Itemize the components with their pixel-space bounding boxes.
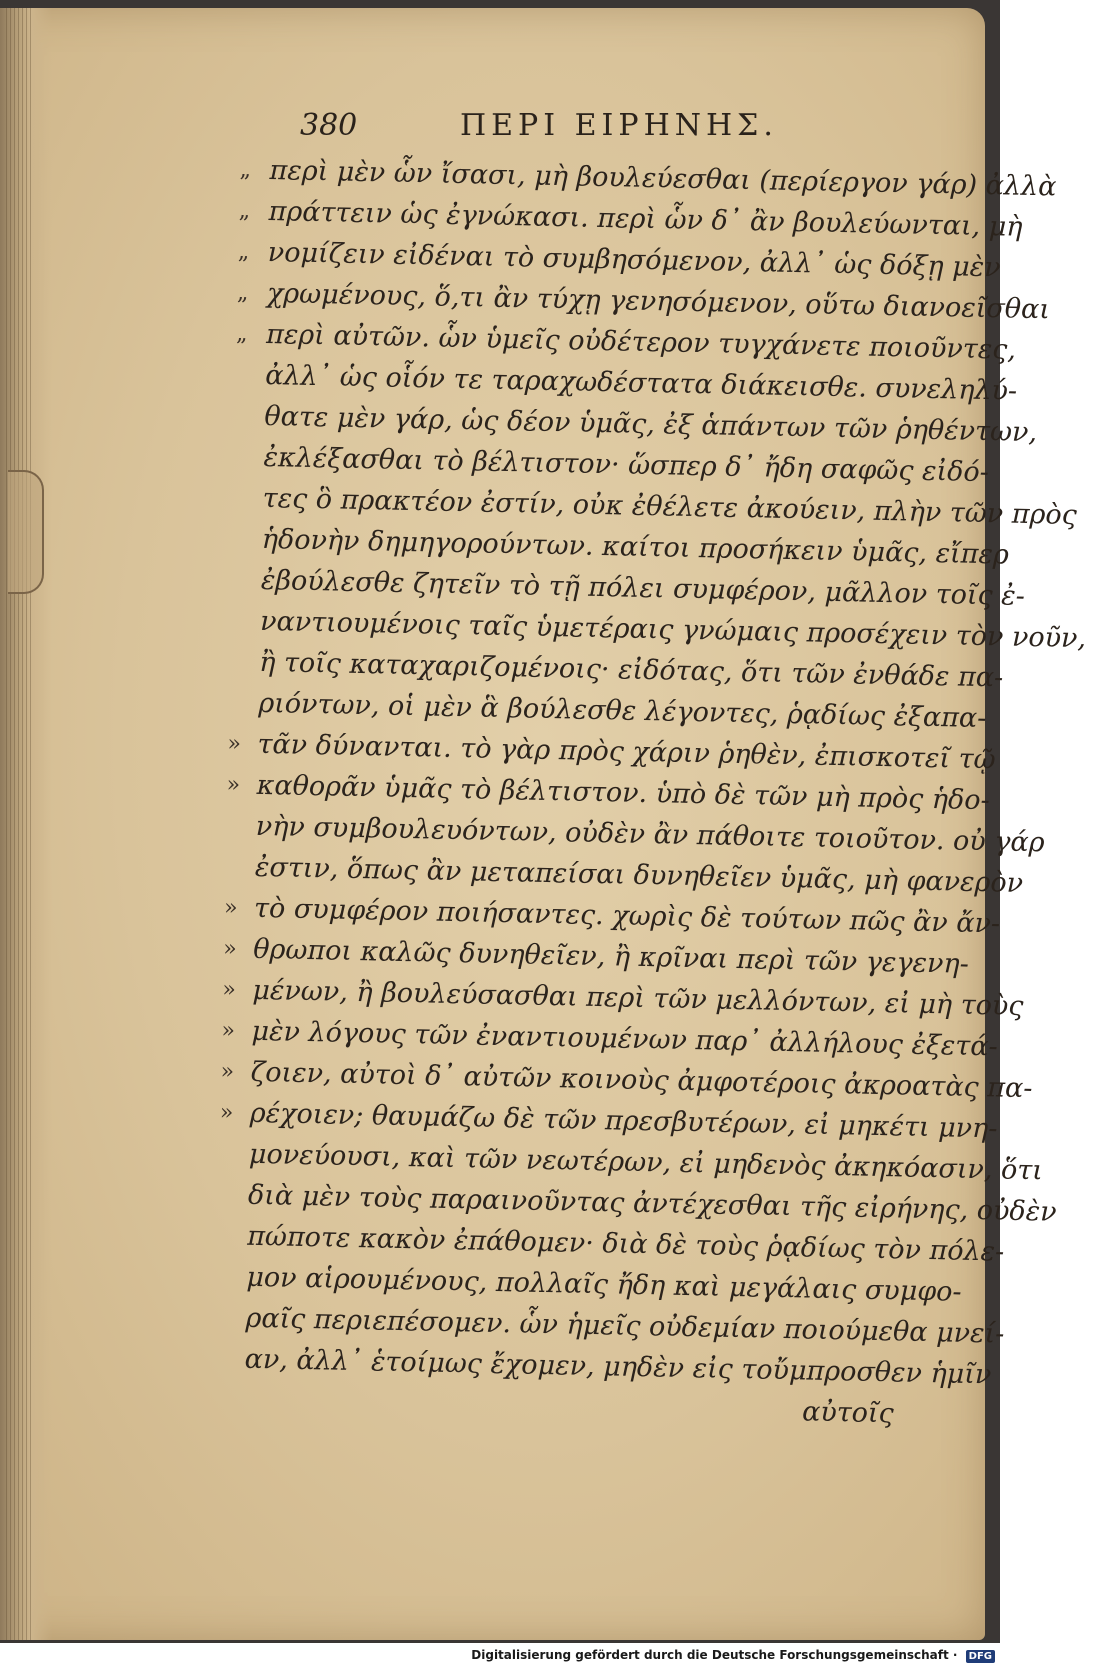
line-text: διὰ μὲν τοὺς παραινοῦντας ἀντέχεσθαι τῆς εἰρήνης, οὐδὲν xyxy=(247,1179,1057,1228)
quotation-mark: „ xyxy=(238,198,251,224)
line-text: ρέχοιεν; θαυμάζω δὲ τῶν πρεσβυτέρων, εἰ μηκέτι μνη- xyxy=(249,1097,998,1145)
running-title: ΠΕΡΙ ΕΙΡΗΝΗΣ. xyxy=(460,108,778,143)
line-text: ἡδονὴν δημηγορούντων. καίτοι προσήκειν ὑμᾶς, εἴπερ xyxy=(261,523,1010,571)
footer-text: Digitalisierung gefördert durch die Deutsche Forschungsgemeinschaft xyxy=(471,1648,949,1662)
quotation-mark: „ xyxy=(239,157,252,183)
line-text: μένων, ἢ βουλεύσασθαι περὶ τῶν μελλόντων, εἰ μὴ τοὺς xyxy=(252,974,1024,1022)
quotation-mark: » xyxy=(221,1018,236,1044)
ribbon-tab xyxy=(8,470,44,594)
line-text: πώποτε κακὸν ἐπάθομεν· διὰ δὲ τοὺς ῥᾳδίως τὸν πόλε- xyxy=(246,1220,1005,1268)
quotation-mark: » xyxy=(227,731,242,757)
line-text: ζοιεν, αὐτοὶ δ᾿ αὐτῶν κοινοὺς ἀμφοτέροις ἀκροατὰς πα- xyxy=(250,1056,1033,1105)
page-header xyxy=(0,108,1000,156)
line-text: καθορᾶν ὑμᾶς τὸ βέλτιστον. ὑπὸ δὲ τῶν μὴ πρὸς ἡδο- xyxy=(256,769,990,817)
line-text: τες ὃ πρακτέον ἐστίν, οὐκ ἐθέλετε ἀκούειν, πλὴν τῶν πρὸς xyxy=(262,482,1078,531)
line-text: πράττειν ὡς ἐγνώκασι. περὶ ὧν δ᾿ ἂν βουλεύωνται, μὴ xyxy=(268,195,1023,243)
quotation-mark: » xyxy=(226,772,241,798)
line-text: ἐκλέξασθαι τὸ βέλτιστον· ὥσπερ δ᾿ ἤδη σαφῶς εἰδό- xyxy=(263,441,990,489)
greek-text-block xyxy=(219,150,1087,1435)
line-text: ἐστιν, ὅπως ἂν μεταπείσαι δυνηθεῖεν ὑμᾶς, μὴ φανερὸν xyxy=(254,851,1024,899)
page-edge-lines xyxy=(6,8,34,1640)
line-text: νομίζειν εἰδέναι τὸ συμβησόμενον, ἀλλ᾿ ὡς δόξῃ μὲν xyxy=(267,236,1001,284)
line-text: τὸ συμφέρον ποιήσαντες. χωρὶς δὲ τούτων πῶς ἂν ἄν- xyxy=(253,892,1001,940)
quotation-mark: „ xyxy=(237,239,250,265)
quotation-mark: » xyxy=(222,977,237,1003)
line-text: χρωμένους, ὅ,τι ἂν τύχῃ γενησόμενον, οὕτω διανοεῖσθαι xyxy=(266,277,1051,326)
line-text: μὲν λόγους τῶν ἐναντιουμένων παρ᾿ ἀλλήλους ἐξετά- xyxy=(251,1015,998,1063)
page-gutter xyxy=(0,8,52,1640)
line-text: τᾶν δύνανται. τὸ γὰρ πρὸς χάριν ῥηθὲν, ἐπισκοτεῖ τῷ xyxy=(257,728,996,776)
footer-credit: Digitalisierung gefördert durch die Deutsche Forschungsgemeinschaft · DFG xyxy=(0,1648,995,1670)
line-text: ἢ τοῖς καταχαριζομένοις· εἰδότας, ὅτι τῶν ἐνθάδε πα- xyxy=(258,646,1004,694)
quotation-mark: » xyxy=(219,1100,234,1126)
line-text: ναντιουμένοις ταῖς ὑμετέραις γνώμαις προσέχειν τὸν νοῦν, xyxy=(259,605,1087,655)
line-text: αν, ἀλλ᾿ ἑτοίμως ἔχομεν, μηδὲν εἰς τοὔμπροσθεν ἡμῖν xyxy=(244,1343,992,1391)
line-text: μον αἱρουμένους, πολλαῖς ἤδη καὶ μεγάλαις συμφο- xyxy=(246,1261,962,1308)
line-text: περὶ μὲν ὧν ἴσασι, μὴ βουλεύεσθαι (περίεργον γάρ) ἀλλὰ xyxy=(269,154,1057,203)
line-text: μονεύουσι, καὶ τῶν νεωτέρων, εἰ μηδενὸς ἀκηκόασιν, ὅτι xyxy=(248,1138,1044,1187)
line-text: ἀλλ᾿ ὡς οἷόν τε ταραχωδέστατα διάκεισθε. συνεληλύ- xyxy=(264,359,1018,407)
quotation-mark: » xyxy=(223,895,238,921)
line-text: περὶ αὐτῶν. ὧν ὑμεῖς οὐδέτερον τυγχάνετε ποιοῦντες, xyxy=(265,318,1017,366)
line-text: ἐβούλεσθε ζητεῖν τὸ τῇ πόλει συμφέρον, μᾶλλον τοῖς ἐ- xyxy=(260,564,1026,612)
dfg-logo-icon: DFG xyxy=(966,1650,995,1663)
quotation-mark: „ xyxy=(235,321,248,347)
quotation-mark: » xyxy=(223,936,237,962)
line-text: ριόντων, οἱ μὲν ἃ βούλεσθε λέγοντες, ῥᾳδίως ἐξαπα- xyxy=(258,687,987,735)
page-number: 380 xyxy=(300,108,358,143)
line-text: νὴν συμβουλευόντων, οὐδὲν ἂν πάθοιτε τοιοῦτον. οὐ γάρ xyxy=(255,810,1045,859)
line-text: θατε μὲν γάρ, ὡς δέον ὑμᾶς, ἐξ ἁπάντων τῶν ῥηθέντων, xyxy=(264,400,1038,449)
quotation-mark: „ xyxy=(236,280,249,306)
catchword: αὐτοῖς xyxy=(801,1396,894,1430)
line-text: ραῖς περιεπέσομεν. ὧν ἡμεῖς οὐδεμίαν ποιούμεθα μνεί- xyxy=(245,1302,1005,1350)
quotation-mark: » xyxy=(220,1059,235,1085)
line-text: θρωποι καλῶς δυνηθεῖεν, ἢ κρῖναι περὶ τῶν γεγενη- xyxy=(252,933,970,980)
